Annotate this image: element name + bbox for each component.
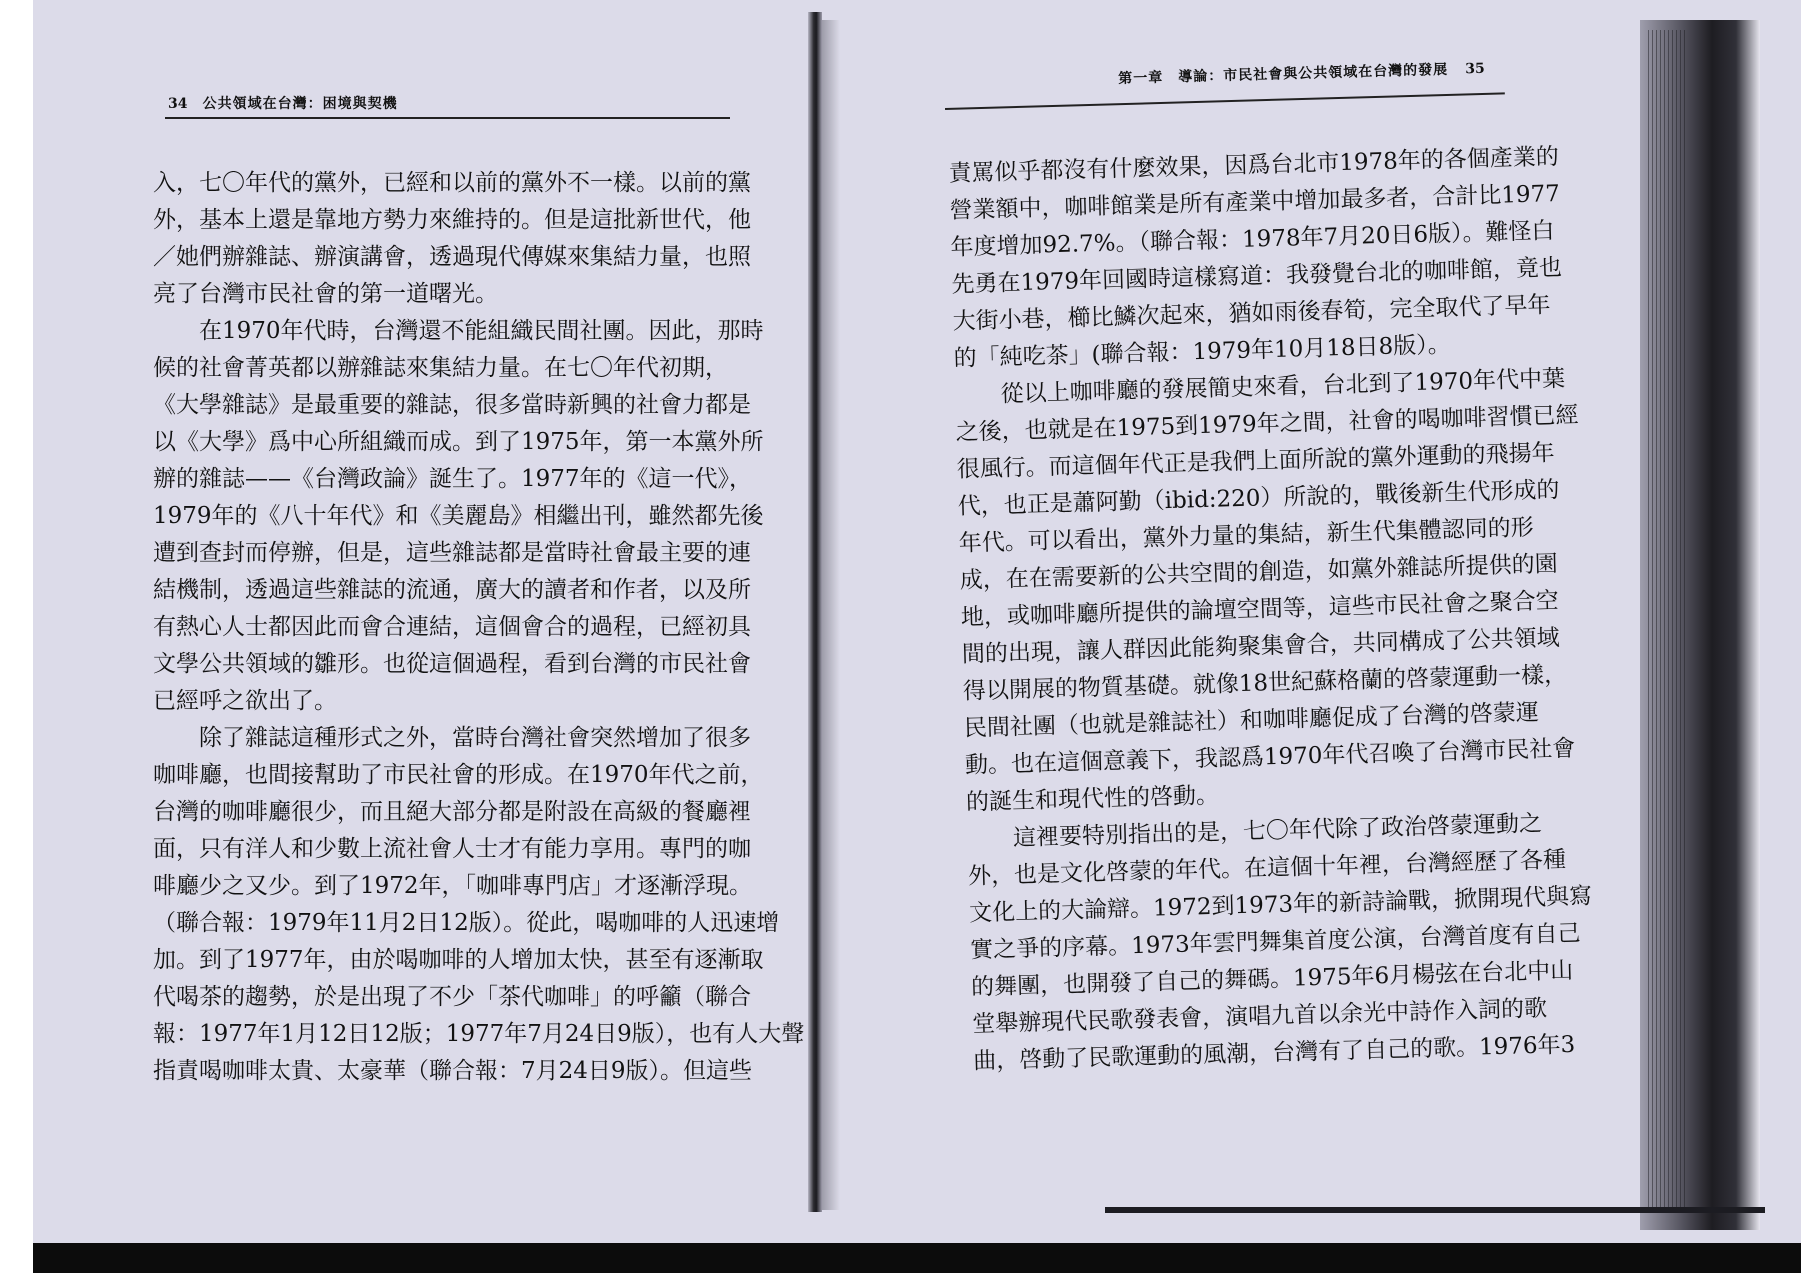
text-line: 代喝茶的趨勢，於是出現了不少「茶代咖啡」的呼籲（聯合 (153, 984, 751, 1010)
text-line: 已經呼之欲出了。 (153, 688, 337, 714)
text-line: 的「純吃茶」(聯合報：1979年10月18日8版）。 (953, 332, 1452, 372)
text-line: 堂舉辦現代民歌發表會，演唱九首以余光中詩作入詞的歌 (971, 995, 1548, 1038)
text-line: 面，只有洋人和少數上流社會人士才有能力享用。專門的咖 (153, 836, 751, 862)
text-line: 結機制，透過這些雜誌的流通，廣大的讀者和作者，以及所 (153, 577, 751, 603)
text-line: 亮了台灣市民社會的第一道曙光。 (153, 281, 498, 307)
text-line: 代，也正是蕭阿勤（ibid:220）所說的，戰後新生代形成的 (957, 477, 1560, 520)
scanner-bottom-band (33, 1243, 1801, 1273)
text-line: 咖啡廳，也間接幫助了市民社會的形成。在1970年代之前， (153, 762, 764, 788)
page-bottom-shadow (1105, 1207, 1765, 1213)
text-line: 的舞團，也開發了自己的舞碼。1975年6月楊弦在台北中山 (970, 957, 1574, 1001)
right-page-body (948, 139, 1593, 1081)
text-line: 成，在在需要新的公共空間的創造，如黨外雜誌所提供的園 (959, 551, 1558, 594)
text-line: 的誕生和現代性的啓動。 (965, 782, 1220, 816)
text-line: 動。也在這個意義下，我認爲1970年代召喚了台灣市民社會 (964, 735, 1576, 779)
text-line: 啡廳少之又少。到了1972年，「咖啡專門店」才逐漸浮現。 (153, 873, 753, 899)
text-line: 外，基本上還是靠地方勢力來維持的。但是這批新世代，他 (153, 207, 751, 233)
text-line: 有熱心人士都因此而會合連結，這個會合的過程，已經初具 (153, 614, 751, 640)
text-line: 年代。可以看出，黨外力量的集結，新生代集體認同的形 (958, 514, 1534, 557)
text-line: 候的社會菁英都以辦雜誌來集結力量。在七〇年代初期， (153, 355, 728, 381)
text-line: 《大學雜誌》是最重要的雜誌，很多當時新興的社會力都是 (153, 392, 751, 418)
text-line: 營業額中，咖啡館業是所有產業中增加最多者，合計比1977 (949, 180, 1561, 224)
text-line: 以《大學》爲中心所組織而成。到了1975年，第一本黨外所 (153, 429, 764, 455)
text-line: 先勇在1979年回國時這樣寫道：我發覺台北的咖啡館，竟也 (951, 254, 1563, 298)
text-line: 指責喝咖啡太貴、太豪華（聯合報：7月24日9版）。但這些 (153, 1058, 753, 1084)
text-line: 除了雜誌這種形式之外，當時台灣社會突然增加了很多 (199, 725, 751, 751)
text-line: 外，也是文化啓蒙的年代。在這個十年裡，台灣經歷了各種 (967, 847, 1567, 890)
text-line: 文學公共領域的雛形。也從這個過程，看到台灣的市民社會 (153, 651, 751, 677)
right-header-title: 第一章 導論：市民社會與公共領域在台灣的發展 (1118, 61, 1449, 87)
text-line: 遭到查封而停辦，但是，這些雜誌都是當時社會最主要的連 (153, 540, 751, 566)
text-line: 在1970年代時，台灣還不能組織民間社團。因此，那時 (199, 318, 764, 344)
text-line: 曲，啓動了民歌運動的風潮，台灣有了自己的歌。1976年3 (972, 1031, 1576, 1075)
right-page-number: 35 (1465, 60, 1485, 78)
text-line: 年度增加92.7%。（聯合報：1978年7月20日6版）。難怪白 (950, 218, 1555, 261)
text-line: 責罵似乎都沒有什麼效果，因爲台北市1978年的各個產業的 (948, 143, 1560, 187)
left-page-number: 34 (168, 96, 188, 112)
text-line: ／她們辦雜誌、辦演講會，透過現代傳媒來集結力量，也照 (153, 244, 751, 270)
text-line: 大街小巷，櫛比鱗次起來，猶如雨後春筍，完全取代了早年 (952, 292, 1551, 335)
text-line: 實之爭的序幕。1973年雲門舞集首度公演，台灣首度有自己 (969, 920, 1581, 964)
text-line: 民間社團（也就是雜誌社）和咖啡廳促成了台灣的啓蒙運 (963, 699, 1540, 742)
text-line: 很風行。而這個年代正是我們上面所說的黨外運動的飛揚年 (956, 440, 1555, 483)
left-header-title: 公共領域在台灣：困境與契機 (202, 96, 398, 112)
text-line: 這裡要特別指出的是，七〇年代除了政治啓蒙運動之 (1012, 810, 1543, 852)
book-gutter (808, 12, 822, 1212)
left-header-rule (165, 117, 730, 119)
text-line: （聯合報：1979年11月2日12版）。從此，喝咖啡的人迅速增 (153, 910, 780, 936)
text-line: 台灣的咖啡廳很少，而且絕大部分都是附設在高級的餐廳裡 (153, 799, 751, 825)
text-line: 辦的雜誌——《台灣政論》誕生了。1977年的《這一代》， (153, 466, 753, 492)
text-line: 報：1977年1月12日12版；1977年7月24日9版），也有人大聲 (153, 1021, 805, 1047)
text-line: 1979年的《八十年代》和《美麗島》相繼出刊，雖然都先後 (153, 503, 764, 529)
text-line: 間的出現，讓人群因此能夠聚集會合，共同構成了公共領域 (961, 625, 1561, 668)
left-page-body (153, 165, 805, 1090)
gutter-shadow (822, 20, 840, 1210)
text-line: 地，或咖啡廳所提供的論壇空間等，這些市民社會之聚合空 (960, 588, 1560, 631)
text-line: 從以上咖啡廳的發展簡史來看，台北到了1970年代中葉 (1000, 365, 1566, 408)
text-line: 加。到了1977年，由於喝咖啡的人增加太快，甚至有逐漸取 (153, 947, 764, 973)
text-line: 文化上的大論辯。1972到1973年的新詩論戰，掀開現代與寫 (968, 883, 1593, 927)
left-page-header (168, 93, 398, 113)
text-line: 入，七〇年代的黨外，已經和以前的黨外不一樣。以前的黨 (153, 170, 751, 196)
page-edge-stack (1648, 30, 1688, 1210)
text-line: 得以開展的物質基礎。就像18世紀蘇格蘭的啓蒙運動一樣， (962, 661, 1568, 705)
text-line: 之後，也就是在1975到1979年之間，社會的喝咖啡習慣已經 (955, 402, 1579, 446)
